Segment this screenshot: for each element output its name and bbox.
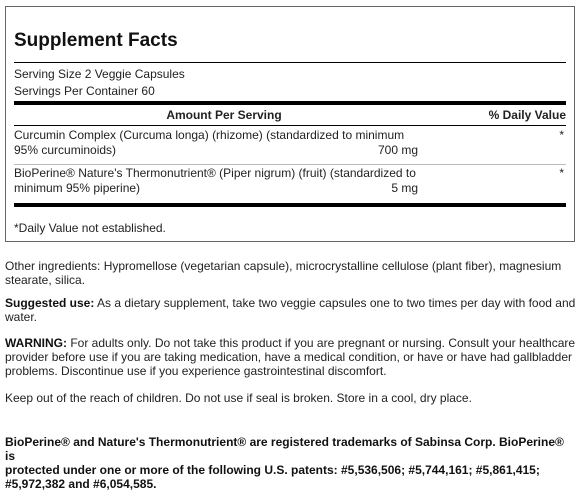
supplement-facts-panel [5, 6, 575, 242]
suggested-use-line [5, 296, 577, 310]
trademark-line: #5,972,382 and #6,054,585. [5, 477, 157, 491]
serving-size: Serving Size 2 Veggie Capsules [14, 67, 185, 81]
warning-label: WARNING: [5, 336, 67, 350]
other-ingredients [5, 259, 577, 287]
amount-header: Amount Per Serving [166, 108, 282, 122]
suggested-use [5, 296, 577, 324]
trademark-line: BioPerine® and Nature's Thermonutrient® are registered trademarks of Sabinsa Corp. BioPerine® is [5, 435, 564, 463]
daily-value: * [559, 166, 564, 180]
trademark-notice [5, 435, 577, 491]
suggested-use-text: As a dietary supplement, take two veggie capsules one to two times per day with food and [94, 296, 576, 310]
ingredient-amount: 700 mg [377, 143, 418, 157]
other-ingredients-line: Other ingredients: Hypromellose (vegetarian capsule), microcrystalline cellulose (plant fiber), magnesium [5, 259, 562, 273]
other-ingredients-line: stearate, silica. [5, 273, 86, 287]
warning-text: For adults only. Do not take this product if you are pregnant or nursing. Consult your healthcare [67, 336, 576, 350]
panel-title: Supplement Facts [14, 30, 178, 51]
ingredient-name: BioPerine® Nature's Thermonutrient® (Piper nigrum) (fruit) (standardized to [14, 166, 416, 180]
row-divider [14, 164, 566, 165]
divider-thick [14, 203, 566, 207]
daily-value: * [559, 128, 564, 142]
ingredient-row [14, 166, 566, 200]
warning-line: problems. Discontinue use if you experience gastrointestinal discomfort. [5, 364, 387, 378]
divider-thick [14, 101, 566, 105]
warning-line [5, 336, 577, 350]
servings-per-container: Servings Per Container 60 [14, 84, 155, 98]
ingredient-row [14, 128, 566, 162]
suggested-use-line: water. [5, 310, 38, 324]
storage-note: Keep out of the reach of children. Do not use if seal is broken. Store in a cool, dry place. [5, 391, 472, 405]
daily-value-header: % Daily Value [488, 108, 566, 122]
warning-line: provider before use if you are taking medication, have a medical condition, or have or have had gallbladder [5, 350, 573, 364]
ingredient-name: Curcumin Complex (Curcuma longa) (rhizome) (standardized to minimum [14, 128, 405, 142]
warning [5, 336, 577, 378]
ingredient-name-cont: 95% curcuminoids) [14, 143, 117, 157]
daily-value-footnote: *Daily Value not established. [14, 221, 166, 235]
suggested-use-label: Suggested use: [5, 296, 95, 310]
divider [14, 125, 566, 126]
ingredient-name-cont: minimum 95% piperine) [14, 181, 141, 195]
ingredient-amount: 5 mg [391, 181, 418, 195]
trademark-line: protected under one or more of the following U.S. patents: #5,536,506; #5,744,161; #5,861,415; [5, 463, 540, 477]
divider [14, 62, 566, 63]
